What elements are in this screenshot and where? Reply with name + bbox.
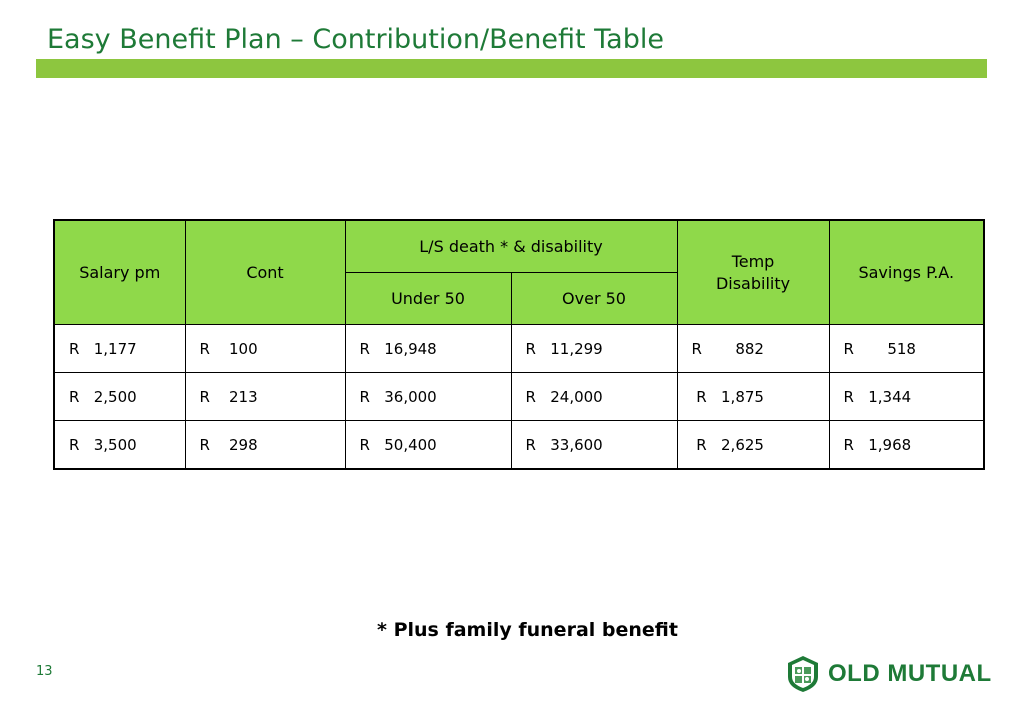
cell-salary: R 1,177 xyxy=(54,325,185,373)
table-row xyxy=(54,373,984,421)
cell-over-50: R 33,600 xyxy=(511,421,677,470)
cell-salary: R 3,500 xyxy=(54,421,185,470)
old-mutual-crest-icon xyxy=(786,655,820,693)
header-salary: Salary pm xyxy=(54,220,185,325)
cell-cont: R 213 xyxy=(185,373,345,421)
footnote: * Plus family funeral benefit xyxy=(377,619,678,641)
table-header-row xyxy=(54,220,984,273)
cell-savings: R 1,968 xyxy=(829,421,984,470)
cell-savings: R 518 xyxy=(829,325,984,373)
header-savings: Savings P.A. xyxy=(829,220,984,325)
cell-temp-disability: R 882 xyxy=(677,325,829,373)
page-title: Easy Benefit Plan – Contribution/Benefit Table xyxy=(47,24,664,55)
cell-under-50: R 36,000 xyxy=(345,373,511,421)
header-temp-disability xyxy=(677,220,829,325)
header-cont: Cont xyxy=(185,220,345,325)
title-underline-bar xyxy=(36,59,987,78)
cell-savings: R 1,344 xyxy=(829,373,984,421)
header-under-50: Under 50 xyxy=(345,273,511,325)
cell-over-50: R 24,000 xyxy=(511,373,677,421)
table-row xyxy=(54,421,984,470)
header-temp-line2: Disability xyxy=(715,273,791,293)
page-number: 13 xyxy=(36,664,53,679)
cell-salary: R 2,500 xyxy=(54,373,185,421)
benefit-table xyxy=(53,219,985,470)
cell-under-50: R 50,400 xyxy=(345,421,511,470)
header-temp-line1: Temp xyxy=(731,251,775,271)
cell-cont: R 100 xyxy=(185,325,345,373)
cell-cont: R 298 xyxy=(185,421,345,470)
header-ls-death-disability: L/S death * & disability xyxy=(345,220,677,273)
cell-temp-disability: R 1,875 xyxy=(677,373,829,421)
logo-text: OLD MUTUAL xyxy=(828,660,992,687)
table-row xyxy=(54,325,984,373)
cell-over-50: R 11,299 xyxy=(511,325,677,373)
header-over-50: Over 50 xyxy=(511,273,677,325)
cell-temp-disability: R 2,625 xyxy=(677,421,829,470)
cell-under-50: R 16,948 xyxy=(345,325,511,373)
old-mutual-logo xyxy=(786,654,992,694)
